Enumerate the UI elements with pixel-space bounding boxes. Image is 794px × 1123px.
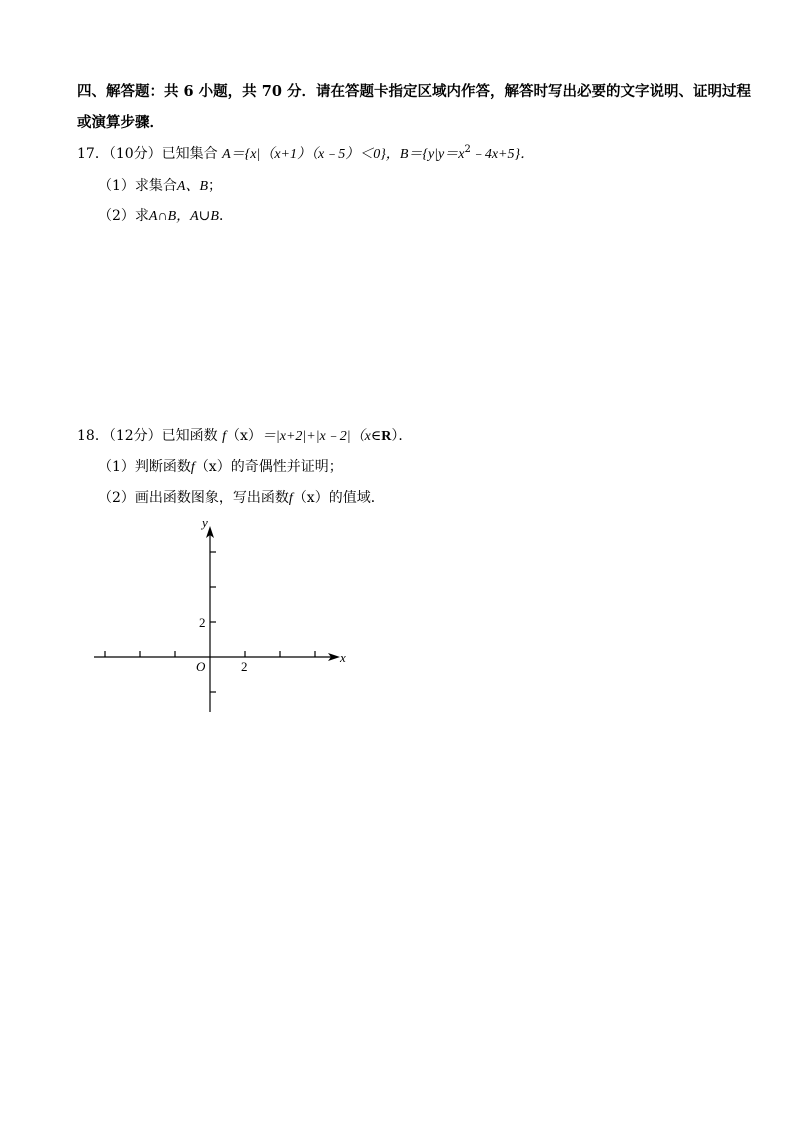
part-vars: A、B (176, 179, 209, 194)
part-text: （1）求集合 (98, 178, 177, 194)
function-name: f (222, 429, 226, 444)
x-tick-label: 2 (241, 659, 248, 674)
section-header (77, 83, 751, 101)
part-expr: A∩B，A∪B (148, 209, 219, 224)
function-arg: （x） (226, 428, 262, 444)
set-b-var: B (399, 147, 409, 162)
function-definition-end: ）． (391, 428, 413, 444)
part-text-end: 的奇偶性并证明； (230, 459, 343, 475)
coordinate-plane (90, 512, 360, 718)
part-text-end: 的值域． (328, 490, 385, 506)
stem-text: 已知函数 (161, 428, 223, 444)
question-18-part-1 (98, 458, 343, 477)
question-17-stem (77, 145, 534, 164)
question-18-part-2 (98, 489, 385, 508)
section-header-text-2: 或演算步骤． (77, 114, 164, 131)
question-number: 18． (77, 428, 109, 444)
part-text: （2）求 (98, 208, 149, 224)
x-axis-label: x (340, 650, 346, 665)
question-score: （12分） (108, 428, 162, 444)
function-definition: ＝|x+2|+|x﹣2|（x∈ (261, 429, 382, 444)
y-axis-label: y (202, 515, 208, 530)
stem-text: 已知集合 (161, 146, 223, 162)
part-text: （2）画出函数图象，写出函数 (98, 490, 289, 506)
part-end: ； (208, 178, 223, 194)
exponent: 2 (464, 144, 471, 155)
function-arg: （x） (292, 490, 329, 506)
set-b-definition: ＝{y|y＝x (408, 147, 465, 162)
section-header-continued (77, 114, 164, 132)
set-a-definition: ＝{x|（x+1）（x﹣5）＜0}， (230, 147, 400, 162)
question-17-part-2 (98, 207, 233, 226)
y-axis-ticks (210, 552, 216, 692)
set-a-var: A (222, 147, 231, 162)
question-18-stem (77, 427, 412, 446)
section-header-text: 四、解答题：共 6 小题，共 70 分．请在答题卡指定区域内作答，解答时写出必要的文字说明、证明过程 (77, 83, 751, 100)
y-tick-label: 2 (199, 615, 206, 630)
origin-label: O (196, 659, 206, 674)
question-number: 17． (77, 146, 109, 162)
question-17-part-1 (98, 177, 222, 196)
question-score: （10分） (108, 146, 162, 162)
function-name: f (190, 460, 195, 475)
set-b-definition-end: ﹣4x+5}． (470, 147, 535, 162)
part-text: （1）判断函数 (98, 459, 191, 475)
real-set: R (381, 429, 392, 444)
part-end: ． (218, 208, 233, 224)
function-name: f (288, 491, 293, 506)
function-arg: （x） (194, 459, 231, 475)
